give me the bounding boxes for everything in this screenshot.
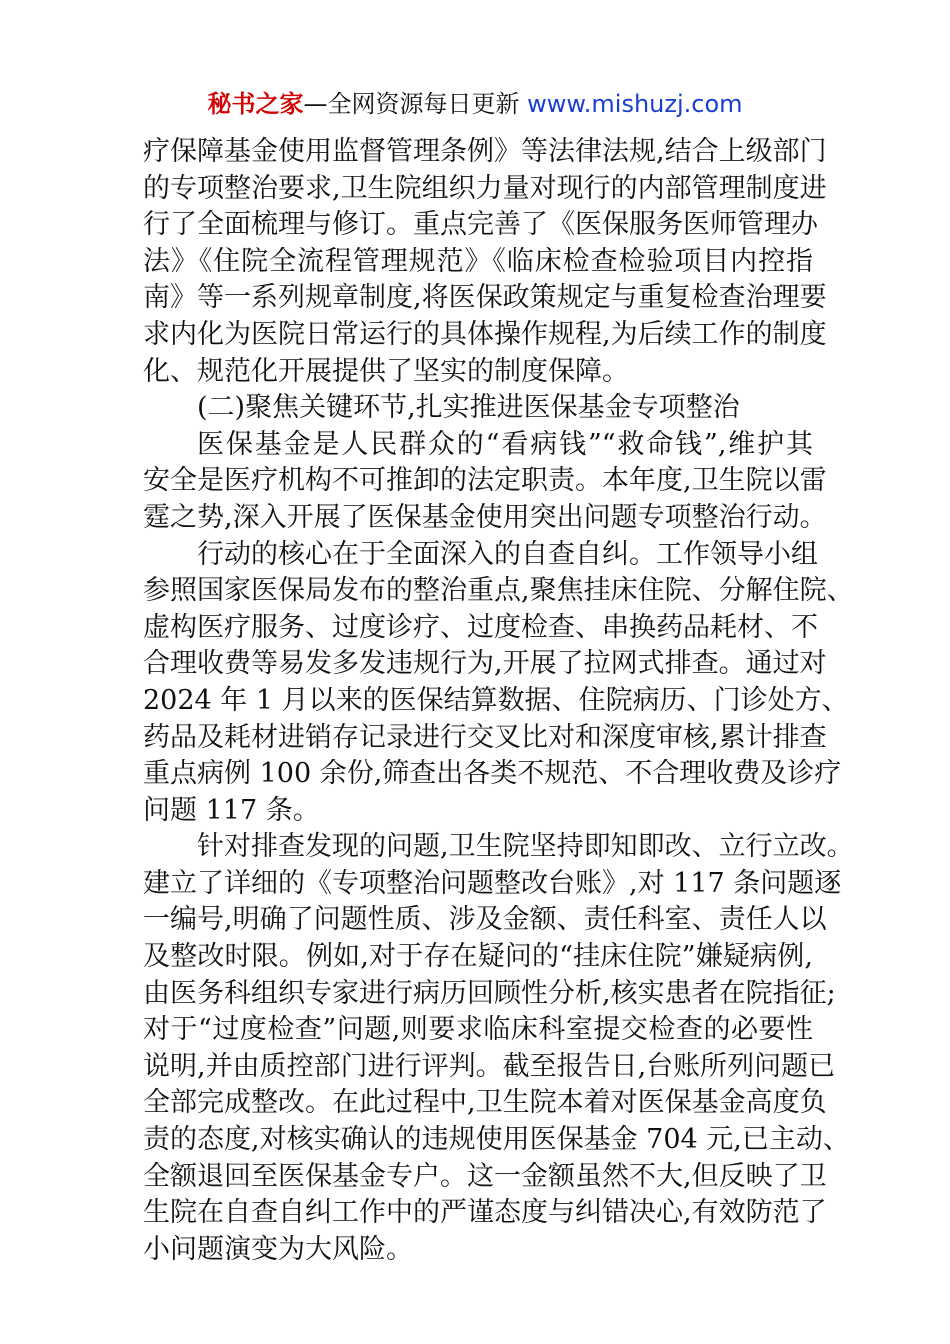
- text-line: 疗保障基金使用监督管理条例》等法律法规,结合上级部门: [143, 136, 827, 167]
- site-header: [0, 86, 950, 122]
- header-tagline: —全网资源每日更新: [303, 90, 528, 118]
- text-line: 说明,并由质控部门进行评判。截至报告日,台账所列问题已: [143, 1050, 836, 1082]
- text-line: 参照国家医保局发布的整治重点,聚焦挂床住院、分解住院、: [143, 575, 854, 607]
- text-line: 虚构医疗服务、过度诊疗、过度检查、串换药品耗材、不: [143, 611, 818, 643]
- text-line: 医保基金是人民群众的“看病钱”“救命钱”,维护其: [197, 428, 813, 460]
- text-line: 行动的核心在于全面深入的自查自纠。工作领导小组: [197, 538, 818, 570]
- text-line: 对于“过度检查”问题,则要求临床科室提交检查的必要性: [143, 1014, 813, 1046]
- section-heading: (二)聚焦关键环节,扎实推进医保基金专项整治: [197, 392, 740, 424]
- text-line: 生院在自查自纠工作中的严谨态度与纠错决心,有效防范了: [143, 1197, 827, 1229]
- text-line: 全额退回至医保基金专户。这一金额虽然不大,但反映了卫: [143, 1160, 827, 1192]
- text-line: 法》《住院全流程管理规范》《临床检查检验项目内控指: [143, 245, 813, 277]
- text-line: 霆之势,深入开展了医保基金使用突出问题专项整治行动。: [143, 501, 827, 533]
- text-line: 求内化为医院日常运行的具体操作规程,为后续工作的制度: [143, 318, 827, 350]
- text-line: 全部完成整改。在此过程中,卫生院本着对医保基金高度负: [143, 1087, 827, 1119]
- text-line: 化、规范化开展提供了坚实的制度保障。: [143, 355, 629, 387]
- text-line: 责的态度,对核实确认的违规使用医保基金 704 元,已主动、: [143, 1124, 850, 1156]
- text-line: 一编号,明确了问题性质、涉及金额、责任科室、责任人以: [143, 904, 827, 936]
- text-line: 问题 117 条。: [143, 794, 320, 826]
- text-line: 及整改时限。例如,对于存在疑问的“挂床住院”嫌疑病例,: [143, 941, 813, 973]
- text-line: 南》等一系列规章制度,将医保政策规定与重复检查治理要: [143, 282, 827, 314]
- brand-name: 秘书之家: [207, 90, 304, 118]
- text-line: 2024 年 1 月以来的医保结算数据、住院病历、门诊处方、: [143, 684, 849, 716]
- text-line: 针对排查发现的问题,卫生院坚持即知即改、立行立改。: [197, 831, 854, 863]
- text-line: 合理收费等易发多发违规行为,开展了拉网式排查。通过对: [143, 648, 827, 680]
- text-line: 重点病例 100 余份,筛查出各类不规范、不合理收费及诊疗: [143, 758, 842, 790]
- text-line: 安全是医疗机构不可推卸的法定职责。本年度,卫生院以雷: [143, 465, 827, 497]
- text-line: 药品及耗材进销存记录进行交叉比对和深度审核,累计排查: [143, 721, 827, 753]
- text-line: 行了全面梳理与修订。重点完善了《医保服务医师管理办: [143, 209, 818, 241]
- document-body: [143, 134, 854, 1268]
- text-line: 建立了详细的《专项整治问题整改台账》,对 117 条问题逐: [143, 867, 842, 899]
- site-url[interactable]: www.mishuzj.com: [527, 90, 743, 118]
- text-line: 小问题演变为大风险。: [143, 1233, 413, 1265]
- text-line: 的专项整治要求,卫生院组织力量对现行的内部管理制度进: [143, 172, 827, 204]
- text-line: 由医务科组织专家进行病历回顾性分析,核实患者在院指征;: [143, 977, 836, 1009]
